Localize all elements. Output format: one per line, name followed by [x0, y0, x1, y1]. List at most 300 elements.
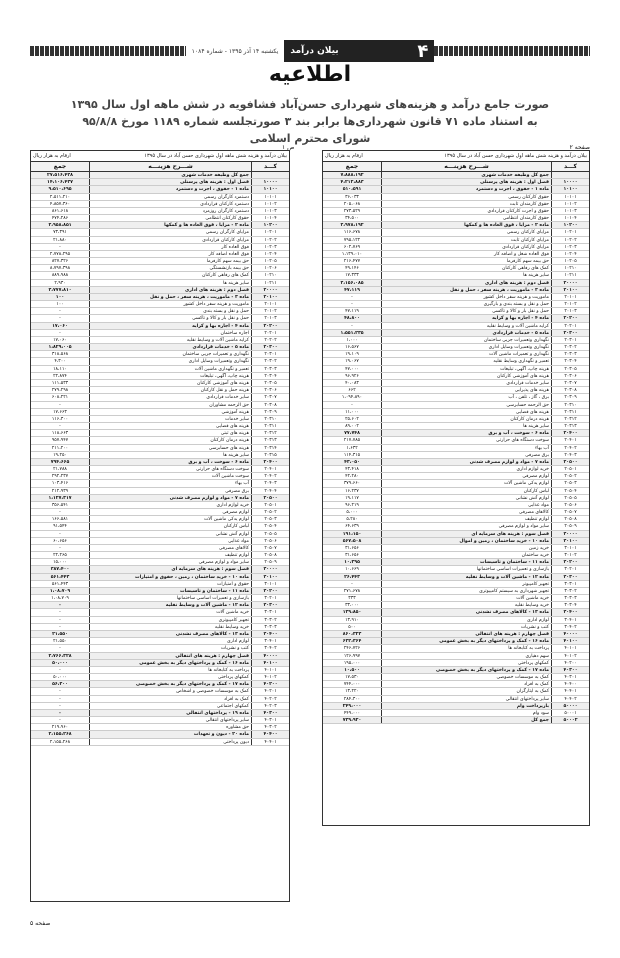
table-row	[323, 502, 589, 509]
section-title: بیلان درآمد	[290, 46, 339, 56]
row-amount: ۱۰۳،۴۱۶	[51, 481, 69, 487]
row-code: ۱۰۲۱۱	[551, 272, 589, 278]
row-amount: ۲۸۴،۳۰۰	[343, 696, 361, 702]
row-amount: ۱،۵۵۱،۲۳۵	[340, 330, 364, 336]
table-row	[323, 480, 589, 487]
page-header	[30, 40, 590, 62]
row-amount: ۲،۷۶۶،۳۲۸	[48, 653, 72, 659]
table-row	[323, 516, 589, 523]
table-row	[323, 409, 589, 416]
row-code: ۳۰۳۰۱	[251, 609, 289, 615]
table-title: بیلان درآمد و هزینه شش ماهه اول شهرداری حسن آباد در سال ۱۳۹۵	[144, 153, 287, 159]
row-code: ۳۰۳۰۳	[551, 595, 589, 601]
row-code: ۴۰۴۰۱	[251, 739, 289, 745]
row-code: ۲۰۵۰۳	[551, 480, 589, 486]
row-description: سایر خدمات	[89, 416, 251, 422]
row-amount: ۷۳،۳۹۱	[53, 230, 67, 236]
table-row	[31, 566, 289, 573]
row-description: تعمیر و نگهداری ماشین آلات	[89, 366, 251, 372]
row-description: ماموریت و هزینه سفر داخل کشور	[381, 294, 551, 300]
row-amount: ۶۲۲،۳۶۴	[342, 639, 362, 645]
table-row	[323, 581, 589, 588]
row-description: نگهداری وتعمیرات وسایل اداری	[89, 358, 251, 364]
row-amount: ۷۷،۷۴۸	[344, 431, 360, 437]
table-row	[323, 674, 589, 681]
row-amount: ۱۴،۱۰۶،۴۳۷	[47, 180, 73, 186]
table-row	[31, 416, 289, 423]
row-amount: ۹۶،۹۲۶	[345, 373, 359, 379]
row-amount: ۲،۱۵۵،۲۶۸	[49, 739, 71, 745]
table-unit: ارقام به هزار ریال	[325, 153, 363, 159]
row-code: ۲۰۵۰۷	[551, 509, 589, 515]
table-row	[31, 574, 289, 581]
table-row	[31, 595, 289, 602]
row-code: ۲۰۵۰۴	[551, 488, 589, 494]
table-row	[31, 653, 289, 660]
table-row	[31, 409, 289, 416]
table-row	[323, 552, 589, 559]
row-amount: ۵۶۱،۴۴۳	[51, 581, 69, 587]
row-description: هزینه چاپ، آگهی، تبلیغات	[89, 373, 251, 379]
column-total: جمع	[345, 163, 359, 170]
row-code: ۲۰۱۰۳	[551, 308, 589, 314]
row-amount: ۵۶۷،۵۰۸	[342, 538, 362, 544]
row-description: فصل دوم : هزینه های اداری	[89, 287, 251, 293]
row-amount: -	[351, 323, 353, 329]
table-row	[323, 423, 589, 430]
table-row	[323, 609, 589, 616]
row-description: مزایای کارکنان رسمی	[381, 229, 551, 235]
row-code: ۱۰۲۰۰	[551, 222, 589, 228]
row-amount: ۲،۱۵۶،۰۸۵	[340, 280, 364, 286]
row-amount: ۸۶۱،۶۱۸	[51, 208, 69, 214]
row-amount: ۲،۹۷۸،۱۹۲	[340, 223, 364, 229]
row-code: ۳۰۳۰۰	[251, 602, 289, 608]
row-code: ۲۰۰۰۰	[551, 280, 589, 286]
table-row	[323, 315, 589, 322]
table-row	[31, 523, 289, 530]
table-row	[31, 344, 289, 351]
row-description: برق مصرفی	[381, 452, 551, 458]
row-code	[551, 172, 589, 178]
table-row	[31, 387, 289, 394]
table-row	[323, 459, 589, 466]
row-amount: ۱۹۵،۰۰۰	[343, 660, 361, 666]
row-description: حق بیمه سهم کارفرما	[89, 258, 251, 264]
row-description: حق مشاوره	[89, 724, 251, 730]
row-description: پرداخت به کتابخانه ها	[381, 645, 551, 651]
row-description: کالاهای مصرفی	[89, 545, 251, 551]
row-description: هزینه های قضایی	[89, 423, 251, 429]
row-description: سایر پرداختهای انتقالی	[89, 717, 251, 723]
table-row	[31, 588, 289, 595]
table-row	[31, 545, 289, 552]
table-row	[31, 172, 289, 179]
row-code: ۲۰۳۰۵	[251, 380, 289, 386]
row-code: ۱۰۱۰۰	[551, 186, 589, 192]
row-description: مزایای کارکنان قراردادی	[89, 237, 251, 243]
row-code: ۲۰۵۰۲	[251, 509, 289, 515]
row-amount: ۳۴،۵۰۰	[345, 216, 359, 222]
row-code: ۴۰۲۰۰	[251, 681, 289, 687]
table-row	[31, 703, 289, 710]
row-amount: ۱۰،۶۶۹	[345, 567, 359, 573]
row-description: لوازم تنظیف	[381, 516, 551, 522]
row-amount: -	[59, 610, 61, 616]
table-row	[323, 595, 589, 602]
row-amount: ۵۶،۲۰۰	[52, 682, 68, 688]
row-amount: ۱۰،۲۹۵	[344, 560, 360, 566]
row-code: ۵۰۰۰۲	[551, 717, 589, 723]
row-amount: ۴۷۴،۲۸۶	[51, 216, 69, 222]
row-code: ۲۰۵۰۹	[551, 523, 589, 529]
row-amount: ۷۹۵،۱۲۲	[343, 237, 361, 243]
column-code: کـــد	[551, 162, 589, 171]
row-amount: ۳۳۳	[348, 596, 356, 602]
row-description: ماده ۱۰ - خرید ساختمان ، زمین و اموال	[381, 538, 551, 544]
row-code: ۴۰۴۰۰	[551, 681, 589, 687]
row-amount: ۱۷،۵۳۰	[345, 675, 359, 681]
row-code: ۲۰۳۱۳	[251, 437, 289, 443]
row-code: ۲۰۳۰۱	[551, 337, 589, 343]
row-description: پرداخت به کتابخانه ها	[89, 667, 251, 673]
row-amount: -	[59, 402, 61, 408]
row-description: کمک به ایثارگران	[381, 688, 551, 694]
row-amount: -	[59, 710, 61, 716]
row-description: سایر پرداختهای انتقالی	[381, 696, 551, 702]
table-row	[323, 294, 589, 301]
row-code: ۲۰۳۰۹	[251, 409, 289, 415]
row-amount: -	[59, 696, 61, 702]
row-description: فصل چهارم : هزینه های انتقالی	[89, 653, 251, 659]
row-amount: ۸۸۹،۹۸۸	[51, 273, 69, 279]
row-amount: ۱۷،۰۶۰	[53, 337, 67, 343]
table-row	[323, 667, 589, 674]
row-description: دستمزد کارکنان قراردادی	[89, 201, 251, 207]
row-description: برق ، گاز ، تلفن ، آب	[381, 394, 551, 400]
table-row	[31, 717, 289, 724]
row-amount: ۲،۵۱۱،۲۱۰	[49, 194, 71, 200]
row-amount: ۲۱۲،۹۳۹	[51, 488, 69, 494]
row-description: هزینه درمان کارکنان	[89, 437, 251, 443]
row-code: ۴۰۲۰۳	[251, 703, 289, 709]
row-code: ۲۰۱۰۰	[551, 287, 589, 293]
table-row	[31, 287, 289, 294]
row-description: حق بیمه سهم کارفرما	[381, 258, 551, 264]
row-code: ۲۰۳۰۰	[551, 330, 589, 336]
row-code: ۲۰۳۰۲	[551, 344, 589, 350]
row-description: ماده ۳ - ماموریت ، هزینه سفر ، حمل و نقل	[89, 294, 251, 300]
row-amount: ۹۱،۵۴۴	[53, 524, 67, 530]
row-code: ۲۰۵۰۱	[251, 502, 289, 508]
row-description: ماده ۱۱ - ساختمان و تاسیسات	[381, 559, 551, 565]
row-amount: ۴۷،۱۱۹	[345, 309, 359, 315]
table-row	[323, 430, 589, 437]
row-code: ۱۰۲۰۱	[551, 229, 589, 235]
table-row	[31, 251, 289, 258]
row-code: ۴۰۱۰۱	[251, 667, 289, 673]
table-row	[323, 186, 589, 193]
row-amount: ۱۱۶،۳۰۰	[51, 416, 69, 422]
row-amount: ۲۱،۵۵۰	[52, 632, 68, 637]
row-code: ۴۰۴۰۱	[551, 688, 589, 694]
table-row	[31, 731, 289, 738]
row-description: ماده ۱۱ - ساختمان و تاسیسات	[89, 588, 251, 594]
row-amount: ۴۳،۰۵۰	[344, 459, 360, 465]
row-amount: ۱۱،۰۰۰	[345, 409, 359, 415]
row-code: ۳۰۳۰۰	[551, 574, 589, 580]
row-amount: -	[59, 667, 61, 673]
row-description: مواد غذایی	[381, 502, 551, 508]
row-amount: ۵۰،۰۰۰	[53, 675, 67, 681]
row-amount: ۱۷،۳۳۳	[345, 273, 359, 279]
row-code: ۳۰۳۰۱	[551, 581, 589, 587]
row-description: خرید وسایط نقلیه	[381, 602, 551, 608]
row-amount: -	[59, 703, 61, 709]
row-amount: ۲۴۹،۰۰۰	[342, 703, 362, 709]
row-amount: -	[59, 545, 61, 551]
table-row	[323, 272, 589, 279]
row-description: حمل و نقل و بسته بندی و بارگیری	[381, 301, 551, 307]
row-code: ۱۰۲۰۵	[251, 258, 289, 264]
table-row	[323, 358, 589, 365]
table-row	[31, 480, 289, 487]
row-amount: ۲۱،۵۵۰	[53, 639, 67, 645]
row-description: نگهداری و تعمیرات جزیی ساختمان	[89, 351, 251, 357]
row-description: خرید ماشین آلات	[381, 595, 551, 601]
row-amount: ۱۸،۱۱۰	[53, 366, 67, 372]
row-amount: ۴۲،۲۸۰	[345, 474, 359, 480]
column-total: جمع	[53, 163, 67, 170]
table-row	[323, 452, 589, 459]
row-description: ماده ۱۲ - ماشین آلات و وسایط نقلیه	[381, 574, 551, 580]
table-row	[323, 538, 589, 545]
row-description: حقوق کارمندان ثابت	[381, 201, 551, 207]
row-code: ۲۰۴۰۰	[551, 430, 589, 436]
row-amount: ۲۱،۷۸۸	[53, 467, 67, 473]
row-amount: ۲۱۶،۴۷۷	[343, 259, 361, 265]
row-code: ۳۰۲۰۱	[251, 595, 289, 601]
row-code: ۲۰۴۰۲	[551, 445, 589, 451]
row-code: ۴۰۱۰۲	[251, 674, 289, 680]
table-row	[31, 308, 289, 315]
table-row	[31, 380, 289, 387]
row-description: حقوق و امتیازات	[89, 581, 251, 587]
row-description: اجاره ساختمان	[89, 330, 251, 336]
row-code: ۱۰۱۰۴	[551, 215, 589, 221]
table-row	[323, 416, 589, 423]
row-code: ۳۰۱۰۱	[251, 581, 289, 587]
row-description: هزینه درمان کارکنان	[381, 416, 551, 422]
row-description: کمک به افراد	[89, 696, 251, 702]
table-row	[323, 387, 589, 394]
row-description: لوازم یدکی ماشین آلات	[89, 516, 251, 522]
row-description: آب بهاء	[89, 480, 251, 486]
row-code: ۲۰۳۱۲	[551, 416, 589, 422]
row-amount: ۲۰۵،۰۶۸	[343, 201, 361, 207]
row-code: ۴۰۱۰۰	[251, 660, 289, 666]
row-code: ۲۰۰۰۰	[251, 287, 289, 293]
table-row	[31, 710, 289, 717]
row-description: تجهیز کامپیوتر	[381, 581, 551, 587]
row-amount: ۴۴۹،۰۰۰	[343, 710, 361, 716]
row-description: بازسازی و تعمیرات اساسی ساختمانها	[89, 595, 251, 601]
row-description: لوازم یدکی ماشین آلات	[381, 480, 551, 486]
table-row	[323, 688, 589, 695]
row-description: حق الزحمه مشاوران	[89, 402, 251, 408]
table-row	[31, 366, 289, 373]
row-description: کمکهای پرداختی	[89, 674, 251, 680]
row-amount: ۱۷،۰۶۰	[52, 323, 68, 329]
header-stripe-right	[434, 46, 590, 56]
row-code: ۳۰۲۰۰	[551, 559, 589, 565]
row-amount: ۳۸۷،۴۰۰	[50, 567, 70, 573]
row-code: ۲۰۳۰۹	[551, 394, 589, 400]
row-amount: ۱،۰۰۰	[346, 337, 358, 343]
row-code: ۳۰۳۰۴	[551, 602, 589, 608]
row-amount: ۱۹،۲۵۰	[53, 452, 67, 458]
table-row	[323, 653, 589, 660]
table-row	[31, 229, 289, 236]
table-row	[323, 509, 589, 516]
row-amount: ۵۶۱،۴۴۳	[50, 574, 70, 580]
row-description: جمع کل	[381, 717, 551, 723]
row-code: ۱۰۱۰۰	[251, 186, 289, 192]
row-amount: ۱۹،۱۰۹	[345, 352, 359, 358]
row-code: ۳۰۴۰۰	[251, 631, 289, 637]
row-code: ۲۰۵۰۶	[251, 538, 289, 544]
table-row	[323, 437, 589, 444]
table-caption	[31, 151, 289, 162]
row-code: ۲۰۳۰۲	[251, 358, 289, 364]
row-description: فصل چهارم : هزینه های انتقالی	[381, 631, 551, 637]
row-description: بازسازی و تعمیرات اساسی ساختمانها	[381, 566, 551, 572]
table-row	[31, 244, 289, 251]
row-code: ۱۰۲۰۲	[551, 237, 589, 243]
row-code: ۳۰۴۰۱	[551, 617, 589, 623]
row-code: ۱۰۲۰۱	[251, 229, 289, 235]
table-row	[31, 538, 289, 545]
row-code: ۱۰۲۰۴	[251, 251, 289, 257]
table-row	[31, 330, 289, 337]
table-row	[323, 710, 589, 717]
row-amount: ۸۲۷،۳۲۶	[51, 259, 69, 265]
expense-table-left	[30, 150, 290, 902]
row-code: ۴۰۲۰۰	[551, 660, 589, 666]
row-description: کالاهای مصرفی	[381, 509, 551, 515]
row-description: حقوق کارکنان رسمی	[381, 194, 551, 200]
row-code: ۲۰۲۰۱	[551, 323, 589, 329]
row-description: ماده ۶ - سوخت ، آب و برق	[381, 430, 551, 436]
row-description: ماده ۱۶ - کمک و پرداختهای دیگر به بخش عمومی	[381, 638, 551, 644]
row-description: فوق العاده اضافه کار	[89, 251, 251, 257]
row-description: فصل سوم : هزینه های سرمایه ای	[89, 566, 251, 572]
row-amount: ۱۲۶،۹۹۷	[343, 653, 361, 659]
table-row	[31, 294, 289, 301]
row-code: ۴۰۲۰۲	[251, 696, 289, 702]
row-code: ۲۰۳۰۷	[551, 380, 589, 386]
row-amount: ۳۵۶،۵۴۱	[51, 502, 69, 508]
row-code: ۲۰۳۰۴	[551, 358, 589, 364]
row-description: برق مصرفی	[89, 488, 251, 494]
table-body	[323, 172, 589, 724]
table-row	[31, 531, 289, 538]
row-code: ۲۰۵۰۵	[251, 531, 289, 537]
row-amount: ۳،۷۷۷،۸۱۰	[48, 287, 72, 293]
row-description: سایر هزینه ها	[89, 280, 251, 286]
row-description: ماده ۱۲ - ماشین آلات و وسایط نقلیه	[89, 602, 251, 608]
row-description: ماده ۱ - حقوق ، اجرت و دستمزد	[89, 186, 251, 192]
row-amount: ۱،۸۲۹،۰۰۵	[48, 345, 72, 351]
row-description: تجهیز کامپیوتری	[89, 617, 251, 623]
row-description: ماده ۱۷ - کمک و پرداختهای دیگر به بخش خصوصی	[381, 667, 551, 673]
row-amount: ۲۲،۲۶۵	[53, 553, 67, 559]
row-code: ۲۰۵۰۱	[551, 466, 589, 472]
row-amount: ۶۰۸،۲۲۱	[51, 395, 69, 401]
row-description: ماده ۲ - مزایا ، فوق العاده ها و کمکها	[89, 222, 251, 228]
row-description: دستمزد کارگران رسمی	[89, 194, 251, 200]
row-amount: ۱،۰۸،۷۰۹	[51, 596, 69, 602]
row-code: ۲۰۵۰۴	[251, 523, 289, 529]
row-code: ۲۰۳۰۳	[551, 351, 589, 357]
row-amount: ۴۷،۰۰۰	[345, 366, 359, 372]
row-description: ماده ۲ - مزایا ، فوق العاده ها و کمکها	[381, 222, 551, 228]
row-amount: ۳۱۸،۵۶۸	[51, 352, 69, 358]
table-row	[323, 445, 589, 452]
row-description: هزینه های آموزشی کارکنان	[381, 373, 551, 379]
row-amount: ۸۹،۰۰۲	[345, 424, 359, 430]
row-description: خرید لوازم اداری	[381, 466, 551, 472]
table-row	[31, 488, 289, 495]
row-amount: ۲۷،۵۱۶،۴۲۸	[47, 173, 73, 178]
row-code: ۱۰۲۰۴	[551, 251, 589, 257]
expense-table-right	[322, 150, 590, 826]
row-amount: -	[351, 581, 353, 587]
table-row	[323, 602, 589, 609]
row-code: ۵۰۰۰۱	[551, 710, 589, 716]
table-row	[31, 430, 289, 437]
table-title: بیلان درآمد و هزینه شش ماهه اول شهرداری حسن آباد در سال ۱۳۹۵	[444, 153, 587, 159]
row-code: ۴۰۳۰۱	[251, 717, 289, 723]
row-description: دیون پرداختی	[89, 739, 251, 745]
row-code: ۲۰۱۰۰	[251, 294, 289, 300]
row-code: ۲۰۱۰۲	[551, 301, 589, 307]
table-row	[31, 402, 289, 409]
table-row	[323, 201, 589, 208]
row-amount: ۱۶۶،۵۸۱	[51, 517, 69, 523]
row-amount: ۴۷،۱۱۹	[344, 287, 360, 293]
row-amount: ۲۱۱،۲۰۰	[51, 445, 69, 451]
table-row	[31, 638, 289, 645]
table-row	[31, 201, 289, 208]
table-row	[323, 402, 589, 409]
row-code: ۲۰۳۰۳	[251, 366, 289, 372]
table-row	[31, 674, 289, 681]
row-description: ماده ۷ - مواد و لوازم مصرف شدنی	[89, 495, 251, 501]
row-description: ماده ۴ - اجاره بها و کرایه	[381, 315, 551, 321]
row-amount: -	[59, 510, 61, 516]
row-amount: ۴،۳۰۰	[54, 359, 66, 365]
row-code: ۴۰۱۰۱	[551, 645, 589, 651]
row-amount: ۱،۱۲۷،۳۱۷	[48, 495, 72, 501]
row-amount: ۶۰،۶۵۶	[53, 538, 67, 544]
row-description: ماموریت و هزینه سفر داخل کشور	[89, 301, 251, 307]
column-description: شـــرح هزینـــه	[381, 162, 551, 171]
row-description: فصل دوم : هزینه های اداری	[381, 280, 551, 286]
row-code: ۱۰۰۰۰	[551, 179, 589, 185]
row-description: ماده ۲۰ - دیون و تعهدات	[89, 731, 251, 737]
row-amount: ۲۱،۸۸۰	[53, 237, 67, 243]
